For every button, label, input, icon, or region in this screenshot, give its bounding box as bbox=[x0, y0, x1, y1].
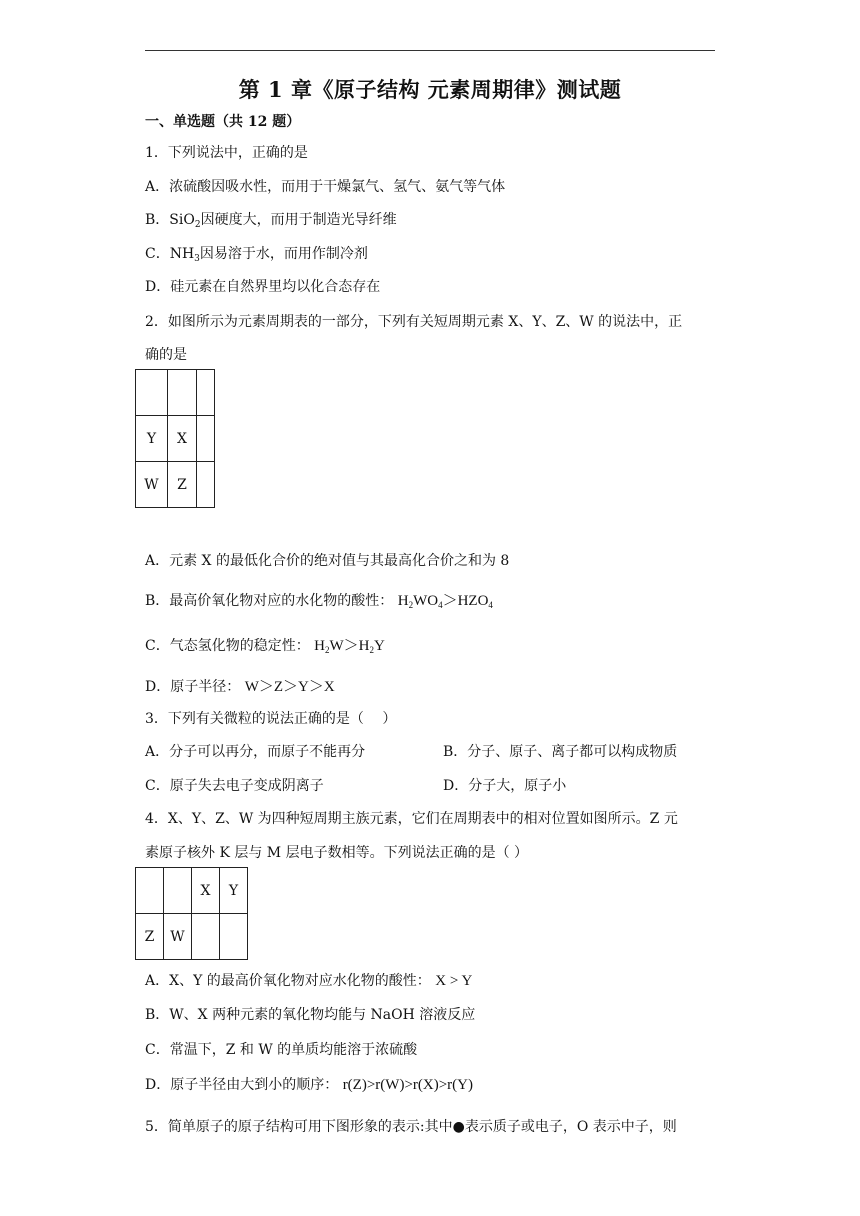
page-title: 第 1 章《原子结构 元素周期律》测试题 bbox=[238, 77, 622, 102]
q1-option-a: A．浓硫酸因吸水性，而用于干燥氯气、氢气、氨气等气体 bbox=[145, 179, 506, 195]
q2-option-d: D．原子半径： W＞Z＞Y＞X bbox=[145, 679, 335, 695]
formula: X > Y bbox=[435, 973, 473, 989]
q5-stem: 5．简单原子的原子结构可用下图形象的表示:其中●表示质子或电子，O 表示中子，则 bbox=[145, 1119, 677, 1135]
q2-option-a: A．元素 X 的最低化合价的绝对值与其最高化合价之和为 8 bbox=[145, 553, 510, 569]
header-rule bbox=[145, 50, 715, 51]
formula: $H_2WO_4>HZO_4$ bbox=[397, 593, 493, 610]
q4-option-c: C．常温下，Z 和 W 的单质均能溶于浓硫酸 bbox=[145, 1042, 418, 1058]
cell-y: Y bbox=[136, 416, 168, 462]
q4-stem-line2: 素原子核外 K 层与 M 层电子数相等。下列说法正确的是（ ） bbox=[145, 845, 529, 861]
periodic-table-fragment-1 bbox=[135, 369, 215, 508]
formula: r(Z)>r(W)>r(X)>r(Y) bbox=[342, 1077, 473, 1093]
q4-option-b: B．W、X 两种元素的氧化物均能与 NaOH 溶液反应 bbox=[145, 1007, 476, 1023]
q3-stem: 3．下列有关微粒的说法正确的是（ ） bbox=[145, 711, 397, 727]
cell-y: Y bbox=[220, 868, 248, 914]
cell bbox=[136, 868, 164, 914]
cell bbox=[197, 370, 215, 416]
q2-option-c: C．气态氢化物的稳定性： $H_2W>H_2Y$ bbox=[145, 638, 385, 655]
q4-stem-line1: 4．X、Y、Z、W 为四种短周期主族元素，它们在周期表中的相对位置如图所示。Z 元 bbox=[145, 811, 678, 827]
formula: $H_2W>H_2Y$ bbox=[314, 638, 385, 655]
cell-w: W bbox=[164, 914, 192, 960]
q3-option-b: B．分子、原子、离子都可以构成物质 bbox=[443, 744, 678, 760]
q1-option-c: C．$NH_3$因易溶于水，而用作制冷剂 bbox=[145, 246, 368, 264]
q2-stem-line1: 2．如图所示为元素周期表的一部分，下列有关短周期元素 X、Y、Z、W 的说法中，正 bbox=[145, 314, 683, 330]
formula: W＞Z＞Y＞X bbox=[244, 679, 335, 695]
periodic-table-fragment-2 bbox=[135, 867, 248, 960]
cell bbox=[168, 370, 197, 416]
q1-option-b: B．SiO$_2$因硬度大，而用于制造光导纤维 bbox=[145, 212, 397, 230]
q1-option-d: D．硅元素在自然界里均以化合态存在 bbox=[145, 279, 381, 295]
cell-x: X bbox=[168, 416, 197, 462]
q4-option-a: A．X、Y 的最高价氧化物对应水化物的酸性： X > Y bbox=[145, 973, 473, 989]
q2-stem-line2: 确的是 bbox=[145, 347, 187, 363]
cell bbox=[220, 914, 248, 960]
q3-option-c: C．原子失去电子变成阴离子 bbox=[145, 778, 324, 794]
cell bbox=[136, 370, 168, 416]
q3-option-a: A．分子可以再分，而原子不能再分 bbox=[145, 744, 366, 760]
cell-z: Z bbox=[136, 914, 164, 960]
q2-option-b: B．最高价氧化物对应的水化物的酸性： $H_2WO_4>HZO_4$ bbox=[145, 593, 493, 610]
cell bbox=[192, 914, 220, 960]
cell-z: Z bbox=[168, 462, 197, 508]
q3-option-d: D．分子大，原子小 bbox=[443, 778, 567, 794]
cell bbox=[164, 868, 192, 914]
q4-option-d: D．原子半径由大到小的顺序： r(Z)>r(W)>r(X)>r(Y) bbox=[145, 1077, 473, 1093]
cell-x: X bbox=[192, 868, 220, 914]
section-heading: 一、单选题（共 12 题） bbox=[145, 114, 301, 130]
cell bbox=[197, 462, 215, 508]
cell-w: W bbox=[136, 462, 168, 508]
q1-stem: 1．下列说法中，正确的是 bbox=[145, 145, 308, 161]
cell bbox=[197, 416, 215, 462]
